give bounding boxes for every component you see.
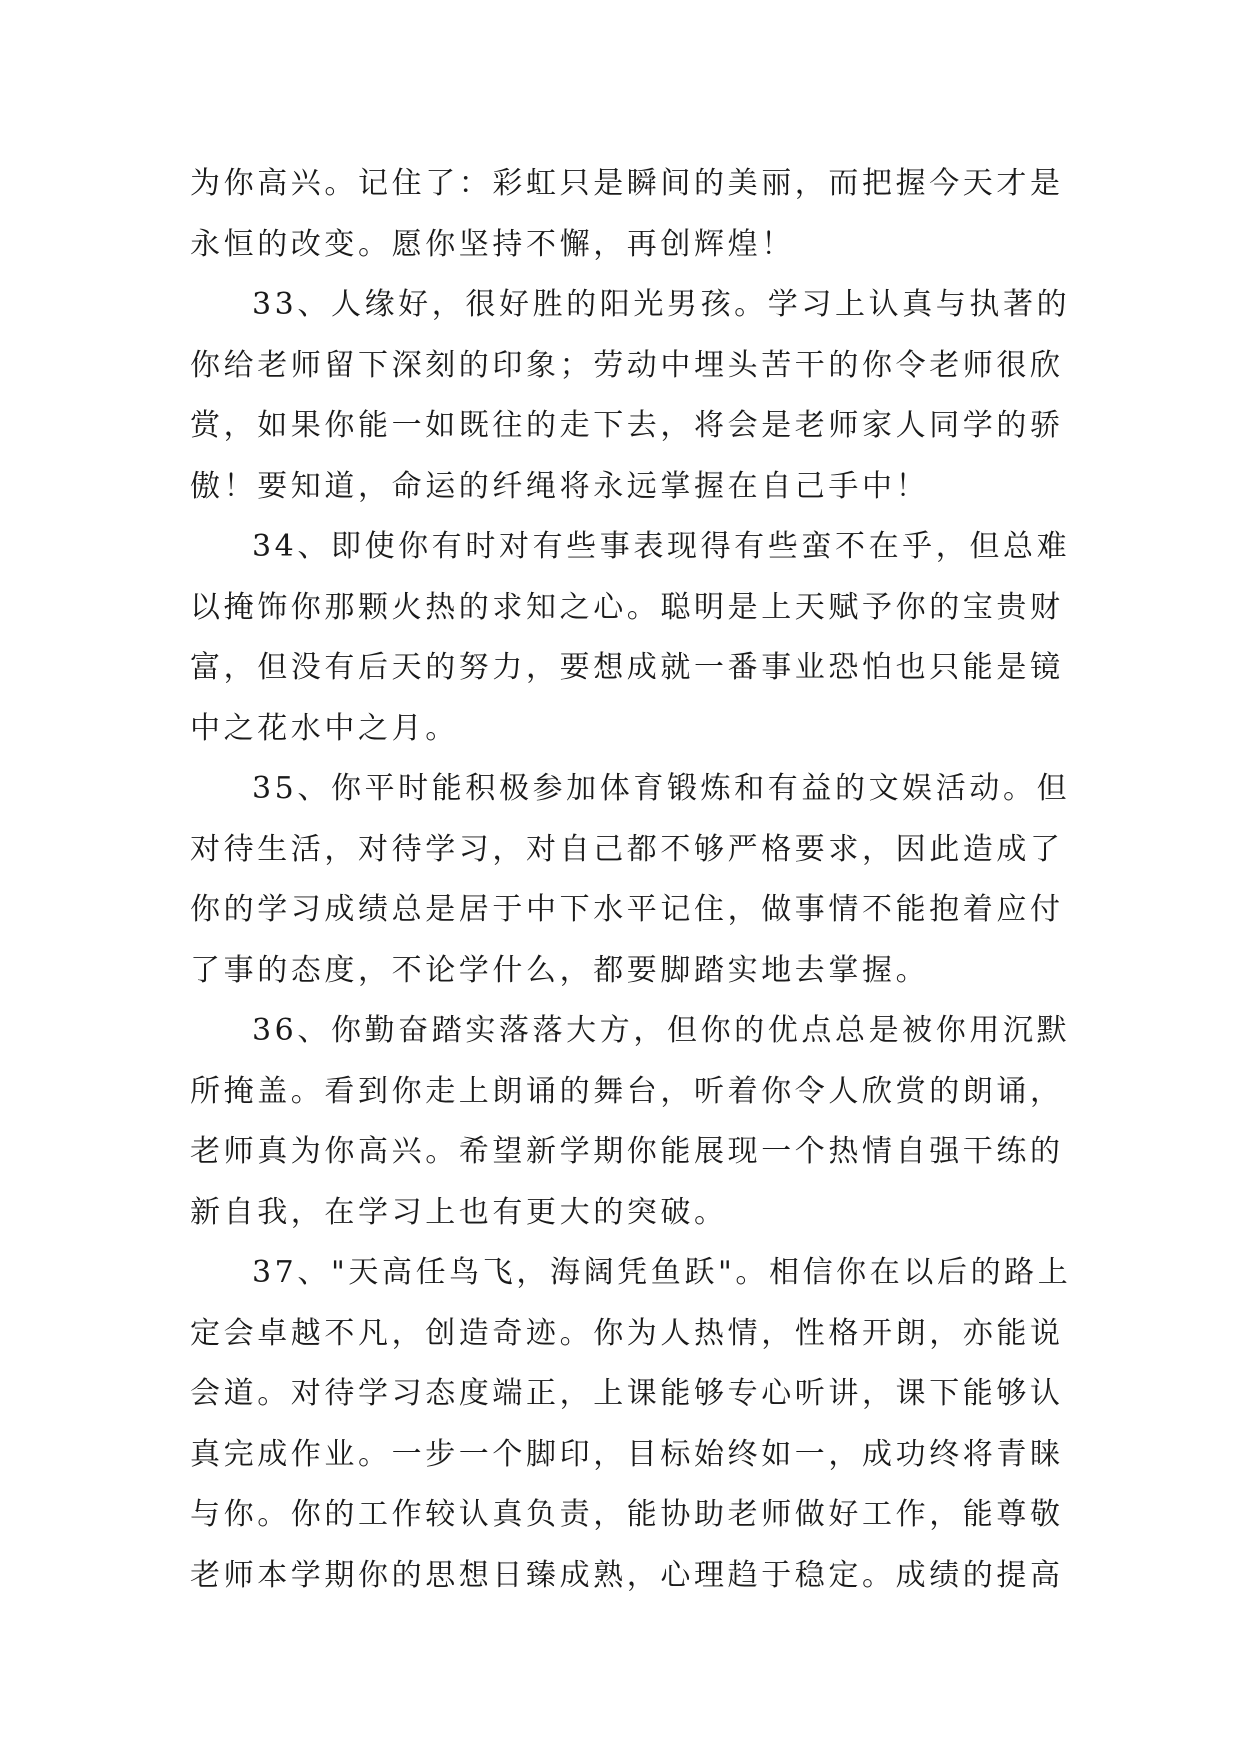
text-line: 以掩饰你那颗火热的求知之心。聪明是上天赋予你的宝贵财 <box>190 589 1064 625</box>
text-line: 永恒的改变。愿你坚持不懈，再创辉煌！ <box>190 226 795 262</box>
text-line: 你的学习成绩总是居于中下水平记住，做事情不能抱着应付 <box>190 892 1064 927</box>
text-line: 与你。你的工作较认真负责，能协助老师做好工作，能尊敬 <box>190 1497 1064 1532</box>
text-line: 赏，如果你能一如既往的走下去，将会是老师家人同学的骄 <box>190 408 1064 443</box>
text-line: 对待生活，对待学习，对自己都不够严格要求，因此造成了 <box>190 831 1064 867</box>
text-line: 定会卓越不凡，创造奇迹。你为人热情，性格开朗，亦能说 <box>190 1315 1064 1351</box>
paragraph-first-line: 37、"天高任鸟飞，海阔凭鱼跃"。相信你在以后的路上 <box>252 1255 1072 1290</box>
paragraph-first-line: 34、即使你有时对有些事表现得有些蛮不在乎，但总难 <box>252 529 1071 564</box>
text-line: 老师真为你高兴。希望新学期你能展现一个热情自强干练的 <box>190 1134 1064 1169</box>
text-line: 新自我，在学习上也有更大的突破。 <box>190 1194 728 1230</box>
text-line: 傲！要知道，命运的纤绳将永远掌握在自己手中！ <box>190 468 930 504</box>
text-line: 会道。对待学习态度端正，上课能够专心听讲，课下能够认 <box>190 1376 1064 1411</box>
text-line: 中之花水中之月。 <box>190 710 459 746</box>
text-line: 为你高兴。记住了：彩虹只是瞬间的美丽，而把握今天才是 <box>190 166 1064 201</box>
text-line: 所掩盖。看到你走上朗诵的舞台，听着你令人欣赏的朗诵， <box>190 1073 1064 1109</box>
text-line: 了事的态度，不论学什么，都要脚踏实地去掌握。 <box>190 952 930 988</box>
text-line: 富，但没有后天的努力，要想成就一番事业恐怕也只能是镜 <box>190 650 1064 685</box>
paragraph-first-line: 35、你平时能积极参加体育锻炼和有益的文娱活动。但 <box>252 771 1071 806</box>
text-line: 你给老师留下深刻的印象；劳动中埋头苦干的你令老师很欣 <box>190 347 1064 383</box>
paragraph-first-line: 33、人缘好，很好胜的阳光男孩。学习上认真与执著的 <box>252 287 1071 322</box>
text-line: 真完成作业。一步一个脚印，目标始终如一，成功终将青睐 <box>190 1436 1064 1472</box>
paragraph-first-line: 36、你勤奋踏实落落大方，但你的优点总是被你用沉默 <box>252 1013 1071 1048</box>
text-line: 老师本学期你的思想日臻成熟，心理趋于稳定。成绩的提高 <box>190 1557 1064 1593</box>
document-body <box>190 154 1072 1606</box>
